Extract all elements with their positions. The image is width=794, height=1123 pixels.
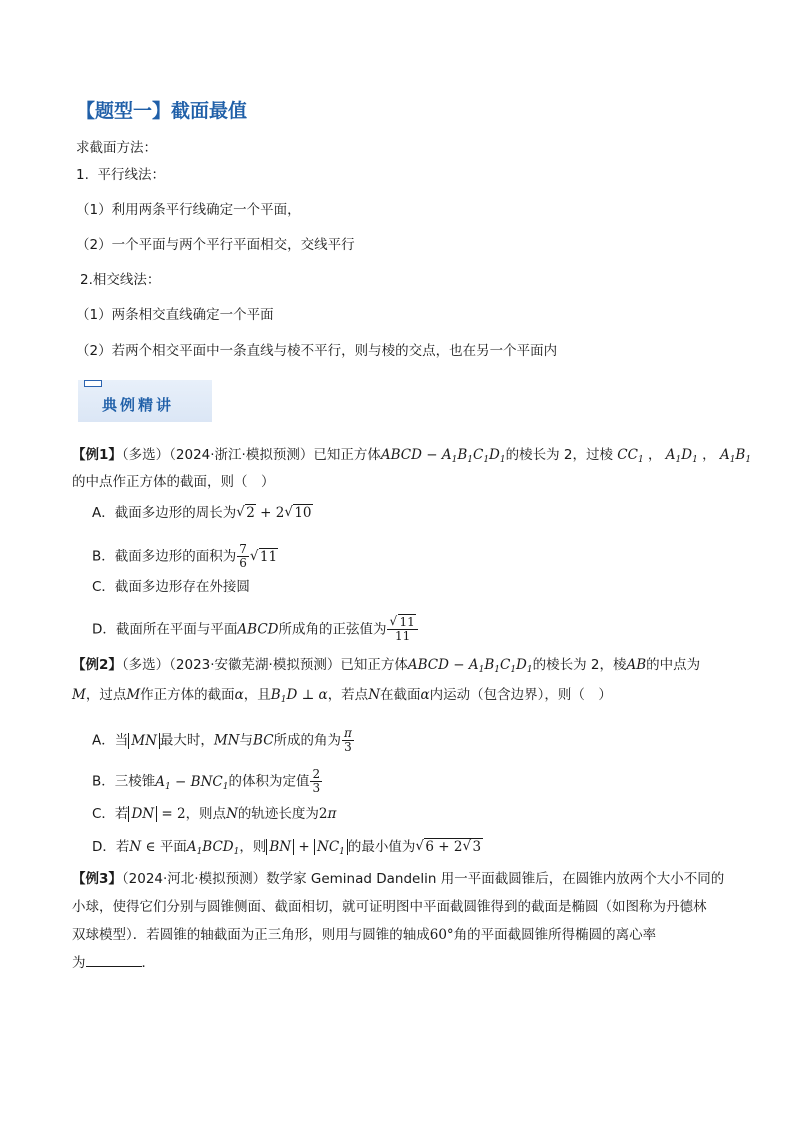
method-item-2	[80, 271, 160, 289]
math: ABCD − $A_1B_1C_1D_1$	[380, 447, 506, 465]
example-banner	[78, 380, 212, 422]
item-label: 相交线法：	[92, 272, 161, 288]
text: B．截面多边形的面积为	[92, 548, 237, 565]
math: BN + $NC_1$	[266, 839, 348, 855]
text: （2024·河北·模拟预测）数学家 Geminad Dandelin 用一平面截圆锥后，在圆锥内放两个大小不同的	[121, 871, 725, 887]
ex3-line4	[72, 954, 155, 972]
text: A．当	[92, 732, 129, 749]
math: M	[126, 687, 141, 703]
math: N	[226, 806, 238, 822]
text: ，过点	[85, 687, 127, 703]
ex2-option-b	[92, 768, 323, 796]
ex2-option-a	[92, 727, 355, 754]
text: 在截面	[380, 687, 421, 703]
method-item-1	[76, 166, 165, 184]
ex3-line3	[72, 926, 656, 944]
example-tag: 【例2】	[72, 657, 122, 673]
method-item-1a: （1）利用两条平行线确定一个平面，	[76, 202, 301, 218]
ex3-line1	[72, 870, 724, 888]
ex1-option-c: C．截面多边形存在外接圆	[92, 579, 250, 595]
math: BC	[253, 732, 274, 749]
text: 的棱长为 2，棱	[532, 657, 627, 673]
math: AB	[626, 657, 647, 673]
math: ABCD	[237, 621, 279, 638]
math: 60°	[429, 927, 454, 943]
radicand: 11	[259, 548, 278, 565]
method-item-1b: （2）一个平面与两个平行平面相交，交线平行	[76, 237, 355, 253]
ex2-option-d	[92, 838, 483, 861]
ex2-question-line1	[72, 656, 700, 679]
text: C．若	[92, 806, 129, 822]
math: $A_1 - BNC_1$	[155, 773, 229, 792]
text: 的轨迹长度为	[237, 806, 319, 822]
method-heading: 求截面方法：	[76, 140, 157, 156]
math: √ 6 + 2√ 3	[415, 839, 483, 855]
text: 的体积为定值	[228, 773, 310, 790]
method-item-2a: （1）两条相交直线确定一个平面	[76, 307, 274, 323]
fraction	[237, 543, 249, 570]
math: 2π	[318, 806, 337, 822]
example-tag: 【例1】	[72, 447, 122, 463]
math: N ∈	[129, 839, 156, 855]
text: ．	[141, 955, 155, 971]
banner-decoration-icon	[84, 380, 102, 387]
text: （多选）（2024·浙江·模拟预测）已知正方体	[121, 447, 381, 463]
math: √ 2 + 2√ 10	[236, 505, 312, 521]
ex1-option-a	[92, 504, 313, 522]
denominator: 3	[312, 781, 321, 795]
banner-label: 典例精讲	[102, 396, 175, 414]
item-number: 2.	[80, 272, 93, 288]
text: 双球模型）．若圆锥的轴截面为正三角形，则用与圆锥的轴成	[72, 927, 430, 943]
fraction	[310, 768, 322, 795]
text: D．若	[92, 839, 130, 855]
math: MN	[213, 732, 240, 749]
numerator: 7	[239, 542, 247, 556]
text: 为	[72, 955, 86, 971]
math: α	[234, 687, 244, 703]
text: （多选）（2023·安徽芜湖·模拟预测）已知正方体	[121, 657, 408, 673]
math: $CC_1$	[617, 447, 644, 465]
ex1-option-d	[92, 616, 419, 643]
text: 作正方体的截面	[140, 687, 235, 703]
text: ，且	[243, 687, 271, 703]
math: α	[420, 687, 430, 703]
fraction	[387, 616, 417, 643]
text: 的中点为	[646, 657, 701, 673]
answer-blank[interactable]	[86, 954, 142, 967]
math: $A_1B_1$	[719, 447, 752, 465]
text: B．三棱锥	[92, 773, 156, 790]
radicand: 11	[399, 615, 415, 629]
math	[250, 548, 278, 566]
text: 最大时，	[159, 732, 214, 749]
section-title: 【题型一】截面最值	[76, 100, 248, 122]
text: ，则点	[185, 806, 227, 822]
method-item-2b: （2）若两个相交平面中一条直线与棱不平行，则与棱的交点，也在另一个平面内	[76, 343, 558, 359]
fraction: $\frac{\pi}{3}$	[344, 726, 352, 754]
numerator: 2	[312, 767, 321, 781]
text: 与	[239, 732, 254, 749]
ex1-question-line1: 【例1】（多选）（2024·浙江·模拟预测）已知正方体ABCD − $A_1B_1C_1D_1$的棱长为 2，过棱 $CC_1$ ， $A_1D_1$ ， $A_1B_1$	[72, 447, 752, 465]
item-number: 1.	[76, 167, 89, 183]
denominator: 6	[239, 556, 247, 570]
math: $A_1D_1$	[665, 447, 698, 465]
ex1-question-line2: 的中点作正方体的截面，则（ ）	[72, 474, 275, 490]
text: 内运动（包含边界），则（ ）	[429, 687, 612, 703]
denominator: 11	[394, 629, 411, 643]
text: D．截面所在平面与平面	[92, 621, 238, 638]
text: A．截面多边形的周长为	[92, 505, 237, 521]
text: 所成角的正弦值为	[278, 621, 387, 638]
text: 平面	[159, 839, 187, 855]
math: N	[368, 687, 380, 703]
math: DN = 2	[128, 806, 185, 822]
math: $A_1BCD_1$	[186, 839, 240, 857]
ex2-option-c	[92, 805, 336, 823]
text: ，若点	[327, 687, 369, 703]
text: 的棱长为 2，过棱	[505, 447, 613, 463]
math: ABCD − $A_1B_1C_1D_1$	[407, 657, 533, 675]
math: M	[72, 687, 86, 703]
example-tag: 【例3】	[72, 871, 122, 887]
text: 角的平面截圆锥所得椭圆的离心率	[453, 927, 657, 943]
text: 的最小值为	[347, 839, 416, 855]
math: MN	[128, 733, 160, 749]
ex2-question-line2	[72, 686, 612, 709]
text: 所成的角为	[273, 732, 342, 749]
ex1-option-b	[92, 543, 278, 570]
math: $B_1D$ ⊥ α	[270, 687, 328, 705]
ex3-line2: 小球，使得它们分别与圆锥侧面、截面相切，就可证明图中平面截圆锥得到的截面是椭圆（如图称为丹德林	[72, 899, 707, 915]
item-label: 平行线法：	[97, 167, 165, 183]
text: ，则	[239, 839, 267, 855]
